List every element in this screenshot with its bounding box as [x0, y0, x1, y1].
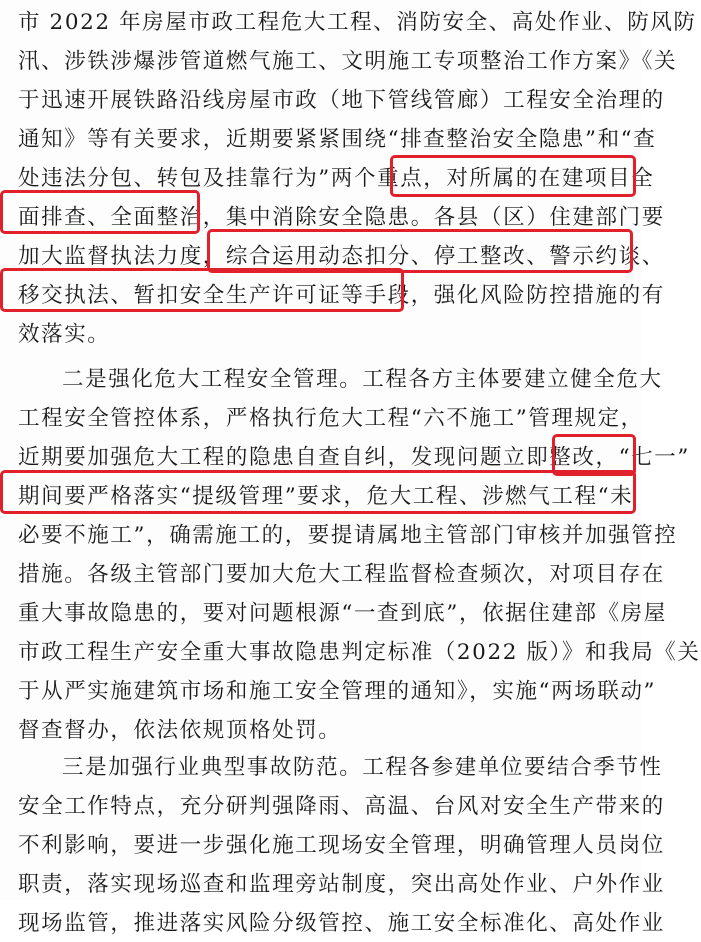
text-line: 必要不施工”，确需施工的，要提请属地主管部门审核并加强管控 — [18, 523, 678, 548]
text-line: 加大监督执法力度，综合运用动态扣分、停工整改、警示约谈、 — [18, 244, 665, 269]
paragraph-first-line: 三是加强行业典型事故防范。工程各参建单位要结合季节性 — [62, 755, 663, 780]
text-line: 措施。各级主管部门要加大危大工程监督检查频次，对项目存在 — [18, 562, 665, 587]
text-line: 工程安全管控体系，严格执行危大工程“六不施工”管理规定， — [18, 406, 644, 431]
text-line: 汛、涉铁涉爆涉管道燃气施工、文明施工专项整治工作方案》《关 — [18, 49, 678, 74]
paragraph-first-line: 二是强化危大工程安全管理。工程各方主体要建立健全危大 — [62, 367, 663, 392]
text-line: 近期要加强危大工程的隐患自查自纠，发现问题立即整改，“七一” — [18, 445, 690, 470]
highlight-box — [0, 268, 404, 312]
text-line: 效落实。 — [18, 322, 111, 347]
text-line: 市政工程生产安全重大事故隐患判定标准（2022 版）》和我局《关 — [18, 640, 701, 665]
highlight-box — [0, 190, 200, 234]
highlight-box — [390, 155, 636, 197]
text-line: 不利影响，要进一步强化施工现场安全管理，明确管理人员岗位 — [18, 833, 665, 858]
text-line: 通知》等有关要求，近期要紧紧围绕“排查整治安全隐患”和“查 — [18, 127, 657, 152]
highlight-box — [207, 229, 633, 273]
highlight-box — [0, 470, 636, 514]
text-line: 重大事故隐患的，要对问题根源“一查到底”，依据住建部《房屋 — [18, 601, 667, 626]
text-line: 现场监管，推进落实风险分级管控、施工安全标准化、高处作业 — [18, 911, 665, 936]
text-line: 职责，落实现场巡查和监理旁站制度，突出高处作业、户外作业 — [18, 872, 665, 897]
text-line: 于迅速开展铁路沿线房屋市政（地下管线管廊）工程安全治理的 — [18, 88, 665, 113]
text-line: 于从严实施建筑市场和施工安全管理的通知》，实施“两场联动” — [18, 679, 657, 704]
text-line: 面排查、全面整治，集中消除安全隐患。各县（区）住建部门要 — [18, 205, 665, 230]
text-line: 处违法分包、转包及挂靠行为”两个重点，对所属的在建项目全 — [18, 166, 655, 191]
text-line: 督查督办，依法依规顶格处罚。 — [18, 718, 342, 743]
text-line: 移交执法、暂扣安全生产许可证等手段，强化风险防控措施的有 — [18, 283, 665, 308]
text-line: 期间要严格落实“提级管理”要求，危大工程、涉燃气工程“未 — [18, 484, 634, 509]
text-line: 市 2022 年房屋市政工程危大工程、消防安全、高处作业、防风防 — [18, 10, 697, 35]
text-line: 安全工作特点，充分研判强降雨、高温、台风对安全生产带来的 — [18, 794, 665, 819]
